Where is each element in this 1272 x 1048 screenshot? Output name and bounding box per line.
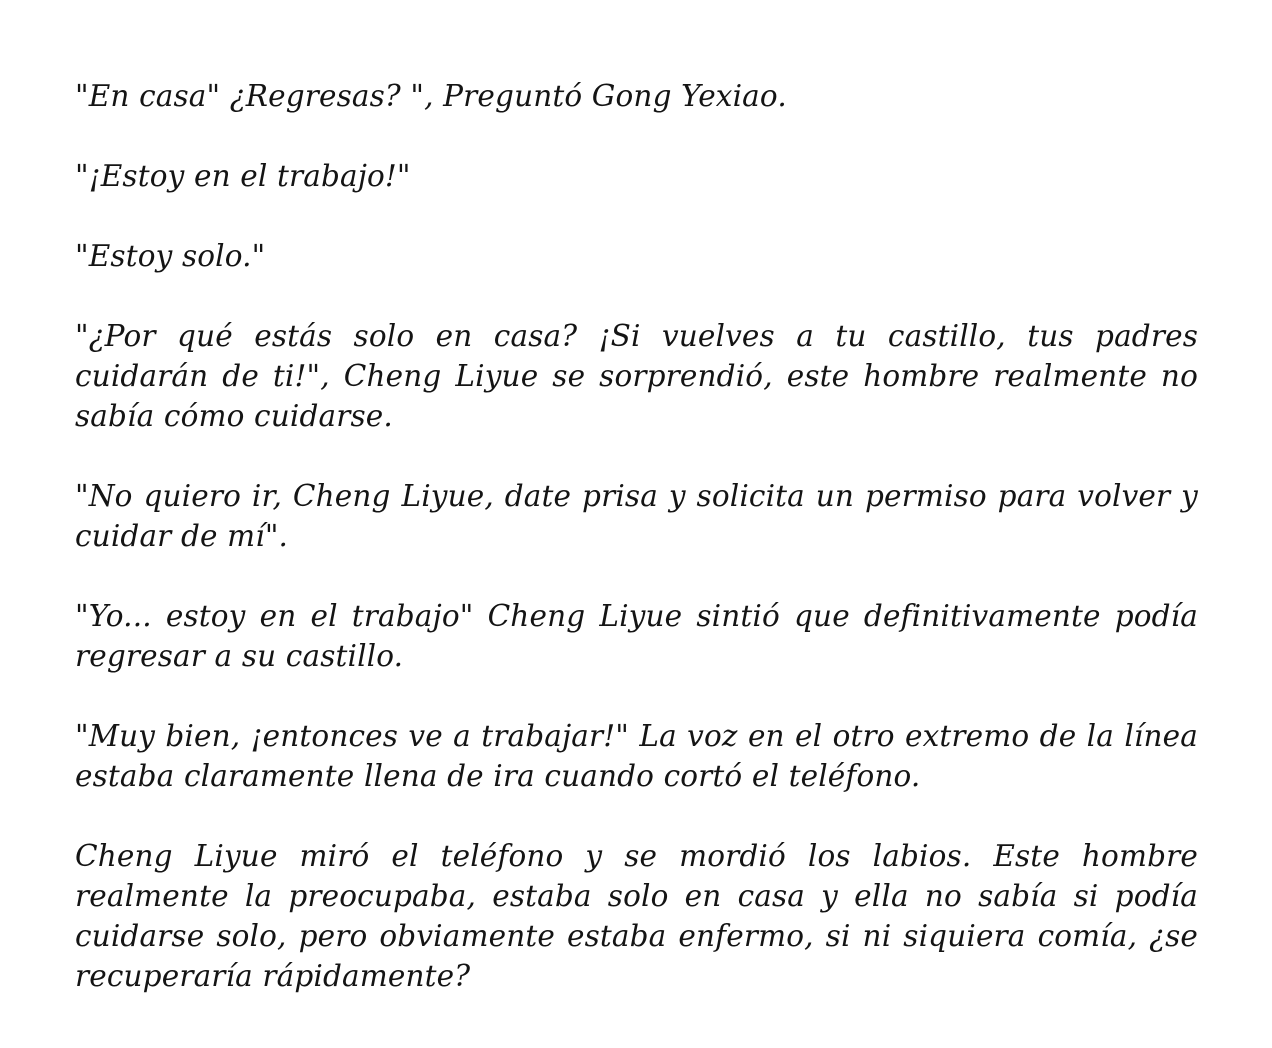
paragraph: "¡Estoy en el trabajo!" bbox=[75, 159, 411, 193]
paragraph: "En casa" ¿Regresas? ", Preguntó Gong Yexiao. bbox=[75, 79, 787, 113]
paragraph: "Muy bien, ¡entonces ve a trabajar!" La voz en el otro extremo de la línea estaba claramente llena de ira cuando cortó el teléfono. bbox=[75, 719, 1198, 793]
paragraph: "Estoy solo." bbox=[75, 239, 266, 273]
paragraph: "No quiero ir, Cheng Liyue, date prisa y solicita un permiso para volver y cuidar de mí". bbox=[75, 479, 1198, 553]
document-body bbox=[75, 76, 1198, 996]
paragraph: "Yo... estoy en el trabajo" Cheng Liyue sintió que definitivamente podía regresar a su castillo. bbox=[75, 599, 1198, 673]
paragraph: "¿Por qué estás solo en casa? ¡Si vuelves a tu castillo, tus padres cuidarán de ti!", Cheng Liyue se sorprendió, este hombre realmente no sabía cómo cuidarse. bbox=[75, 319, 1198, 433]
paragraph: Cheng Liyue miró el teléfono y se mordió los labios. Este hombre realmente la preocupaba, estaba solo en casa y ella no sabía si podía cuidarse solo, pero obviamente estaba enfermo, si ni siquiera comía, ¿se recuperaría rápidamente? bbox=[75, 839, 1198, 993]
